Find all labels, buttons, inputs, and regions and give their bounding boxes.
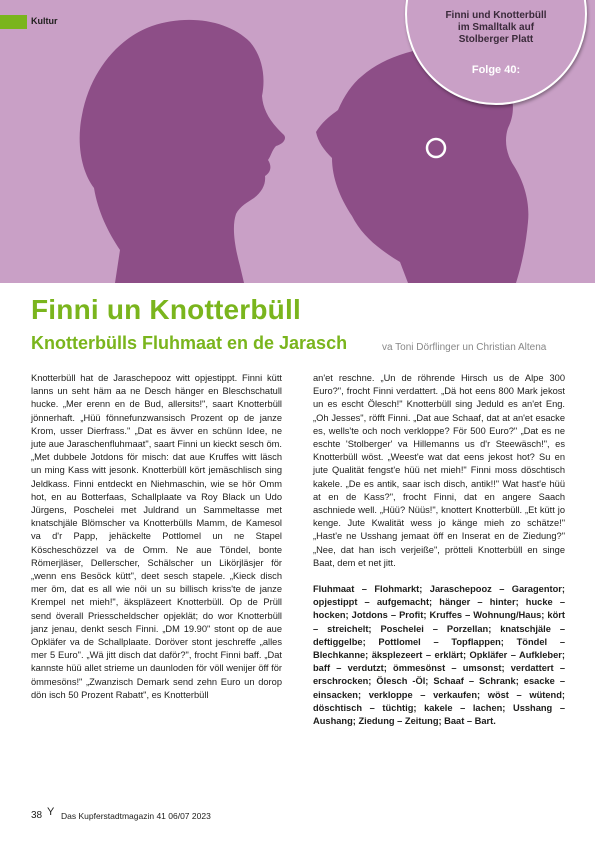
article-title: Finni un Knotterbüll <box>31 294 301 325</box>
badge-line: im Smalltalk auf <box>457 22 535 33</box>
body-paragraph: Knotterbüll hat de Jaraschepooz witt opjestippt. Finni kütt lanns un seht häm aa ne Desch hänger en Bleschschatull hucke. „Mer erenn en de Bud, allersits!", saart Knotterbüll jönnerhaft. „Hüü fönnefunzwansisch Prozent op de janze Krom, usser Dierfrass." „Dat es ävver en schünn Idee, ne jute aue Jaraschenfluhmaat", saart Finni un kieckt sesch öm. „Met dubbele Jotdons för misch: dat aue Kruffes witt läsch un ming Kass witt jesonk. Knotterbüll kört jemäschlisch sing Jeldkass. Finni entdeckt en Niehmaschin, wie se hör Omm hot, en au Botterfaas, Schallplaate va Roy Black un Udo Jürgens, Poschelei met Juldrand un Sammeltasse met knatschjäle Blömscher va Knotterbülls Mamm, de Kamesol va d'r Papp, jehäckelte Pottlomel un ne Stapel Köscheschözzel va de Omm. Ne aue Töndel, bonte Römerjläser, Dellerscher, Schälscher un Likörjläsjer för „wenn ens Besöck kütt", deet sesch stapele. „Kieck disch mer öm, dat es all wie nöi un su billisch kriss'te de janze Krempel net mieh!", äkspläzeert Knotterbüll. Op de Prüll send överall Priesscheldscher opjeklät; do wor Knotterbüll janz jenau, denkt sesch Finni. „DM 19.90" stont op de aue Opkläfer va de Schallplaate. Doröver stont jeschreffe „alles mer 5 Euro". „Wä jitt disch dat daför?", frocht Finni baff. „Dat kannste hüü allet strieme un daunloden för völl wenijer öff för ömmesöns!" „Zwanzisch Demark send zehn Euro un dorop dön isch 50 Prozent Rabatt", es Knotterbüll <box>31 373 282 700</box>
article-subtitle: Knotterbülls Fluhmaat en de Jarasch <box>31 333 348 353</box>
article-byline: va Toni Dörflinger un Christian Altena <box>382 342 547 353</box>
article-column-right <box>313 372 565 728</box>
body-paragraph: an'et reschne. „Un de röhrende Hirsch us de Alpe 300 Euro?", frocht Finni verdattert. „Dä hot eens 800 Mark jekost un es escht Ölesch!" Knotterbüll sing Jeduld es an'et Eng. „Oh Jesses", röfft Finni. „Dat aue Schaaf, dat at an'et esacke es, wells'te och noch verkloppe? För 500 Euro?" „Dat es ne eschte 'Stolberger' va Hillemanns us d'r Steewäsch!", es Knotterbüll wöst. „Weest'e wat dat eens jekost hot? Su en jute Qualität fengst'e hüü net mieh!" Finni moss döschtisch kakele. „De es antik, saar isch disch, antik!!" Wat hast'e hüü at en de Kass?", frocht Finni, dat en angere Saach aschniede well. „Hüü? Nüüs!", knottert Knotterbüll. „Et kütt jo kenge. Jute Kwalität wess jo känge mieh zo schätze!" „Hast'e ne Usshang jemaat öff en Inserat en de Ziedung?" „Nee, dat han isch verjeiße", prötteli Knotterbüll en singe Baat, dem et net jitt. <box>313 373 565 568</box>
badge-line: Stolberger Platt <box>458 34 534 45</box>
badge-episode: Folge 40: <box>471 64 521 76</box>
glossary: Fluhmaat – Flohmarkt; Jaraschepooz – Garagentor; opjestippt – aufgemacht; hänger – hinter; hucke – hocken; Jotdons – Profit; Kruffes – Wohnung/Haus; kört – streichelt; Poschelei – Porzellan; knatschjäle – deftiggelbe; Pottlomel – Topflappen; Töndel – Blechkanne; äksplezeert – erklärt; Opkläfer – Aufkleber; baff – verdutzt; ömmesönst – umsonst; verdattert – erschrocken; Ölesch -Öl; Schaaf – Schrank; esacke – einsacken; verkloppe – verkaufen; wöst – wütend; döschtisch – tüchtig; kakele – lachen; Usshang – Aushang; Ziedung – Zeitung; Baat – Bart. <box>313 584 565 727</box>
badge-line: Finni und Knotterbüll <box>445 10 547 21</box>
magazine-name: Das Kupferstadtmagazin 41 06/07 2023 <box>61 811 211 821</box>
page-number: 38 <box>31 810 43 821</box>
series-badge-text <box>405 10 587 46</box>
man-silhouette <box>80 20 285 283</box>
magazine-logo-icon: Y <box>47 806 55 818</box>
article-column-left <box>31 372 282 702</box>
section-tab-marker <box>0 15 27 29</box>
section-label: Kultur <box>31 16 58 26</box>
